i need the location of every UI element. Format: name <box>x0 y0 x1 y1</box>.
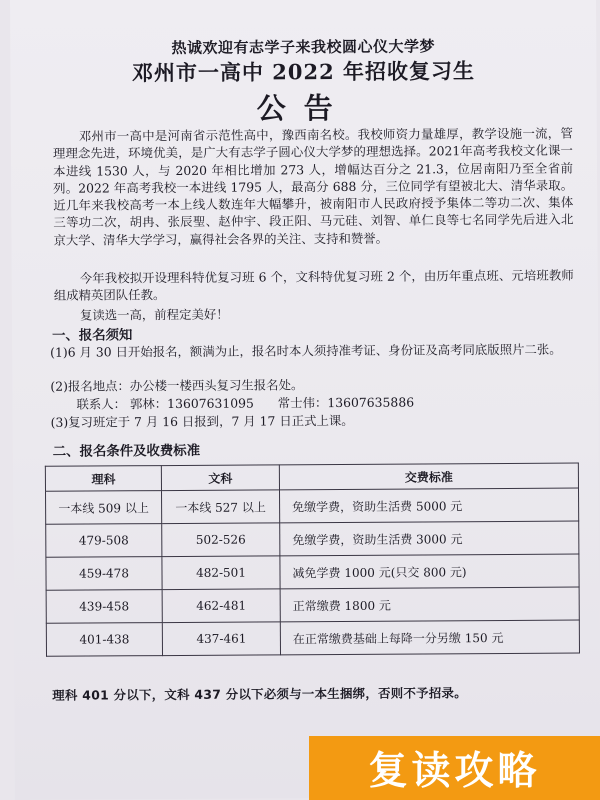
table-row <box>46 521 579 557</box>
registration-item-2: (2)报名地点：办公楼一楼西头复习生报名处。 <box>50 377 304 394</box>
header-science: 理科 <box>45 466 161 492</box>
intro-paragraph-1: 邓州市一高中是河南省示范性高中，豫西南名校。我校师资力量雄厚，教学设施一流，管理理念先进，环境优美，是广大有志学子圆心仪大学梦的理想选择。2021年高考我校文化课一本进线 1530 人，与 2020 年相比增加 273 人，增幅达百分之 21.3，位居南阳乃至全省前列。2022 年高考我校一本进线 1795 人，最高分 688 分，三位同学有望被北大、清华录取。近几年来我校高考一本上线人数连年大幅攀升，被南阳市人民政府授予集体二等功二次、集体三等功二次，胡冉、张辰聖、赵仲宇、段正阳、马元硅、刘智、单仁良等七名同学先后进入北京大学、清华大学学习，赢得社会各界的关注、支持和赞誉。 <box>52 125 574 248</box>
fee-standard: 正常缴费 1800 元 <box>280 587 579 622</box>
science-score: 439-458 <box>46 590 162 624</box>
contact-label: 联系人： <box>76 396 127 412</box>
table-row <box>46 488 579 524</box>
watermark-banner: 复读攻略 <box>309 736 600 800</box>
section-heading-fees: 二、报名条件及收费标准 <box>52 442 201 460</box>
fee-standard: 免缴学费，资助生活费 5000 元 <box>279 488 578 523</box>
intro-paragraph-2: 今年我校拟开设理科特优复习班 6 个，文科特优复习班 2 个，由历年重点班、元培班教师组成精英团队任教。 <box>53 267 574 304</box>
registration-item-1: (1)6 月 30 日开始报名，额满为止，报名时本人须持准考证、身份证及高考同底版照片二张。 <box>50 341 562 360</box>
header-arts: 文科 <box>161 465 279 491</box>
science-score: 459-478 <box>46 557 162 591</box>
arts-score: 462-481 <box>162 589 280 623</box>
footnote: 理科 401 分以下，文科 437 分以下必须与一本生捆绑，否则不予招录。 <box>52 685 467 703</box>
fee-standard: 减免学费 1000 元(只交 800 元) <box>280 554 579 589</box>
contact-line <box>76 392 600 413</box>
arts-score: 482-501 <box>162 556 280 590</box>
table-row <box>46 620 579 656</box>
contact-guo: 郭林：13607631095 <box>129 395 254 412</box>
table-row <box>46 587 579 623</box>
table-row <box>46 554 579 590</box>
contact-chang: 常士伟：13607635886 <box>277 394 415 411</box>
arts-score: 502-526 <box>162 523 280 557</box>
arts-score: 437-461 <box>162 622 280 656</box>
fee-standard: 在正常缴费基础上每降一分另缴 150 元 <box>280 620 579 655</box>
notice-heading: 公告 <box>256 90 351 126</box>
header-fee: 交费标准 <box>279 463 578 490</box>
section-heading-registration: 一、报名须知 <box>52 327 133 344</box>
registration-item-3: (3)复习班定于 7 月 16 日报到，7 月 17 日正式上课。 <box>50 412 354 430</box>
document-title: 邓州市一高中 2022 年招收复习生 <box>131 58 476 86</box>
science-score: 479-508 <box>46 524 162 558</box>
science-score: 401-438 <box>46 623 162 657</box>
science-score: 一本线 509 以上 <box>46 491 162 525</box>
fee-table <box>45 463 580 657</box>
notice-document <box>10 0 600 800</box>
arts-score: 一本线 527 以上 <box>161 490 279 524</box>
table-header-row <box>45 463 578 491</box>
slogan-heading: 热诚欢迎有志学子来我校圆心仪大学梦 <box>171 37 436 58</box>
fee-standard: 免缴学费，资助生活费 3000 元 <box>280 521 579 556</box>
intro-paragraph-3: 复读选一高，前程定美好！ <box>79 306 229 323</box>
